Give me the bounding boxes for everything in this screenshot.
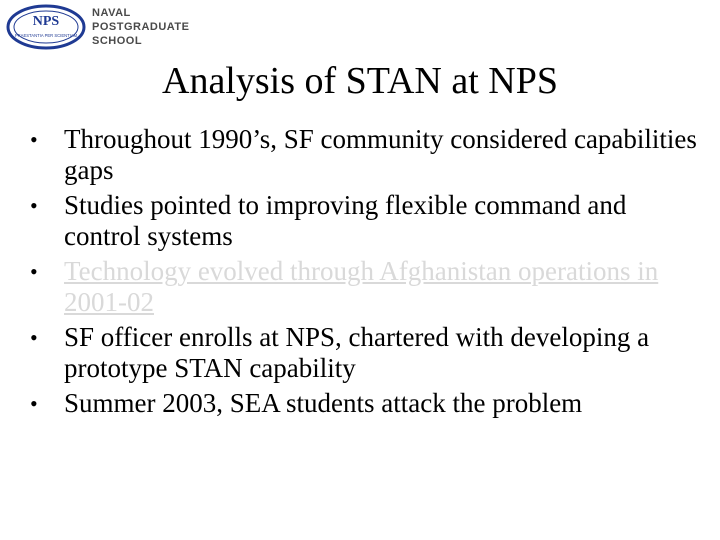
bullet-text: Throughout 1990’s, SF community considered capabilities gaps (64, 124, 697, 185)
bullet-text: Summer 2003, SEA students attack the problem (64, 388, 583, 418)
bullet-dot-icon: • (30, 127, 38, 152)
bullet-list (28, 124, 708, 423)
bullet-text: SF officer enrolls at NPS, chartered with developing a prototype STAN capability (64, 322, 650, 383)
bullet-item (28, 190, 708, 252)
bullet-dot-icon: • (30, 193, 38, 218)
bullet-item (28, 322, 708, 384)
seal-text: NPS (32, 14, 60, 29)
bullet-text: Studies pointed to improving flexible command and control systems (64, 190, 627, 251)
nps-seal-icon (6, 4, 86, 50)
nps-logo (6, 4, 206, 56)
afghanistan-link[interactable]: Technology evolved through Afghanistan operations in 2001-02 (64, 256, 659, 317)
bullet-dot-icon: • (30, 391, 38, 416)
seal-motto: PRAESTANTIA PER SCIENTIAM (14, 33, 78, 38)
bullet-dot-icon: • (30, 325, 38, 350)
bullet-item (28, 124, 708, 186)
logo-line-school: SCHOOL (92, 35, 143, 47)
slide-title: Analysis of STAN at NPS (162, 60, 558, 102)
bullet-dot-icon: • (30, 259, 38, 284)
logo-line-postgraduate: POSTGRADUATE (92, 21, 190, 33)
bullet-item (28, 256, 708, 318)
logo-wordmark (92, 6, 189, 48)
bullet-item (28, 388, 708, 419)
logo-line-naval: NAVAL (92, 7, 131, 19)
